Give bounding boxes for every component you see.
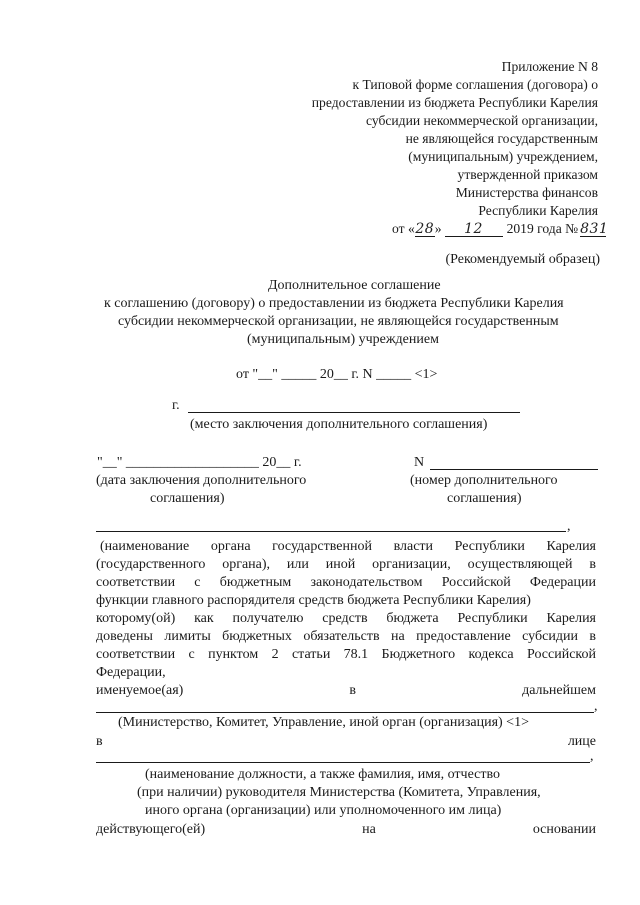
person-intro-line (96, 734, 596, 750)
appendix-line: утвержденной приказом (457, 167, 598, 182)
appendix-line: Министерства финансов (455, 185, 598, 200)
named-line (96, 683, 596, 699)
acting-word: на (362, 822, 376, 837)
org-description (96, 538, 596, 682)
person-comma: , (590, 749, 594, 764)
person-caption: (при наличии) руководителя Министерства (Комитета, Управления, (137, 785, 541, 800)
acting-line (96, 822, 596, 838)
title-line: субсидии некоммерческой организации, не являющейся государственным (118, 314, 559, 329)
order-month: 12 (445, 222, 503, 237)
date-caption: (дата заключения дополнительного (96, 473, 307, 488)
appendix-line: Республики Карелия (478, 203, 598, 218)
org-caption-line: Федерации, (96, 665, 166, 680)
recommended-label: (Рекомендуемый образец) (445, 252, 600, 267)
person-caption: иного органа (организации) или уполномоченного им лица) (145, 803, 502, 818)
org-caption-line: соответствии с пунктом 2 статьи 78.1 Бюджетного кодекса Российской (96, 647, 596, 662)
order-mid: » (434, 221, 442, 236)
date-caption: соглашения) (150, 491, 225, 506)
org-caption-line: (наименование органа государственной власти Республики Карелия (100, 539, 596, 554)
number-caption: (номер дополнительного (410, 473, 558, 488)
org-caption-line: которому(ой) как получателю средств бюджета Республики Карелия (96, 611, 596, 626)
acting-word: действующего(ей) (96, 822, 206, 837)
appendix-line: к Типовой форме соглашения (договора) о (352, 77, 598, 92)
order-prefix: от « (392, 221, 415, 236)
place-prefix: г. (172, 398, 180, 413)
appendix-line: не являющейся государственным (405, 131, 598, 146)
number-prefix: N (414, 455, 425, 470)
order-number: 831 (580, 221, 609, 237)
order-year-text: 2019 года № (506, 221, 579, 236)
number-underline (430, 469, 598, 470)
agreement-date-field: "__" ___________________ 20__ г. (97, 455, 302, 470)
appendix-line: предоставлении из бюджета Республики Карелия (311, 95, 598, 110)
title-date-line: от "__" _____ 20__ г. N _____ <1> (236, 367, 438, 382)
number-caption: соглашения) (447, 491, 522, 506)
order-day: 28 (415, 221, 435, 237)
place-underline (188, 412, 520, 413)
ministry-comma: , (594, 699, 598, 714)
place-caption: (место заключения дополнительного соглашения) (190, 417, 488, 432)
org-underline (96, 531, 566, 532)
title-line: к соглашению (договору) о предоставлении из бюджета Республики Карелия (104, 296, 564, 311)
ministry-underline (96, 712, 594, 713)
org-caption-line: доведены лимиты бюджетных обязательств на предоставление субсидии в (96, 629, 596, 644)
person-caption: (наименование должности, а также фамилия, имя, отчество (145, 767, 500, 782)
title-line: (муниципальным) учреждением (247, 332, 439, 347)
order-line (392, 221, 609, 237)
org-caption-line: функции главного распорядителя средств бюджета Республики Карелия) (96, 593, 531, 608)
org-caption-line: (государственного органа), или иной организации, осуществляющей в (96, 557, 596, 572)
named-word: дальнейшем (522, 683, 596, 698)
named-word: в (349, 683, 357, 698)
person-word: лице (567, 734, 596, 749)
acting-word: основании (532, 822, 596, 837)
named-word: именуемое(ая) (96, 683, 184, 698)
appendix-line: субсидии некоммерческой организации, (365, 113, 598, 128)
appendix-title: Приложение N 8 (501, 59, 598, 74)
person-underline (96, 762, 590, 763)
title-line: Дополнительное соглашение (268, 278, 441, 293)
ministry-caption: (Министерство, Комитет, Управление, иной орган (организация) <1> (118, 715, 529, 730)
org-caption-line: соответствии с бюджетным законодательством Российской Федерации (96, 575, 596, 590)
person-word: в (96, 734, 103, 749)
appendix-line: (муниципальным) учреждением, (408, 149, 598, 164)
org-comma: , (567, 519, 571, 534)
